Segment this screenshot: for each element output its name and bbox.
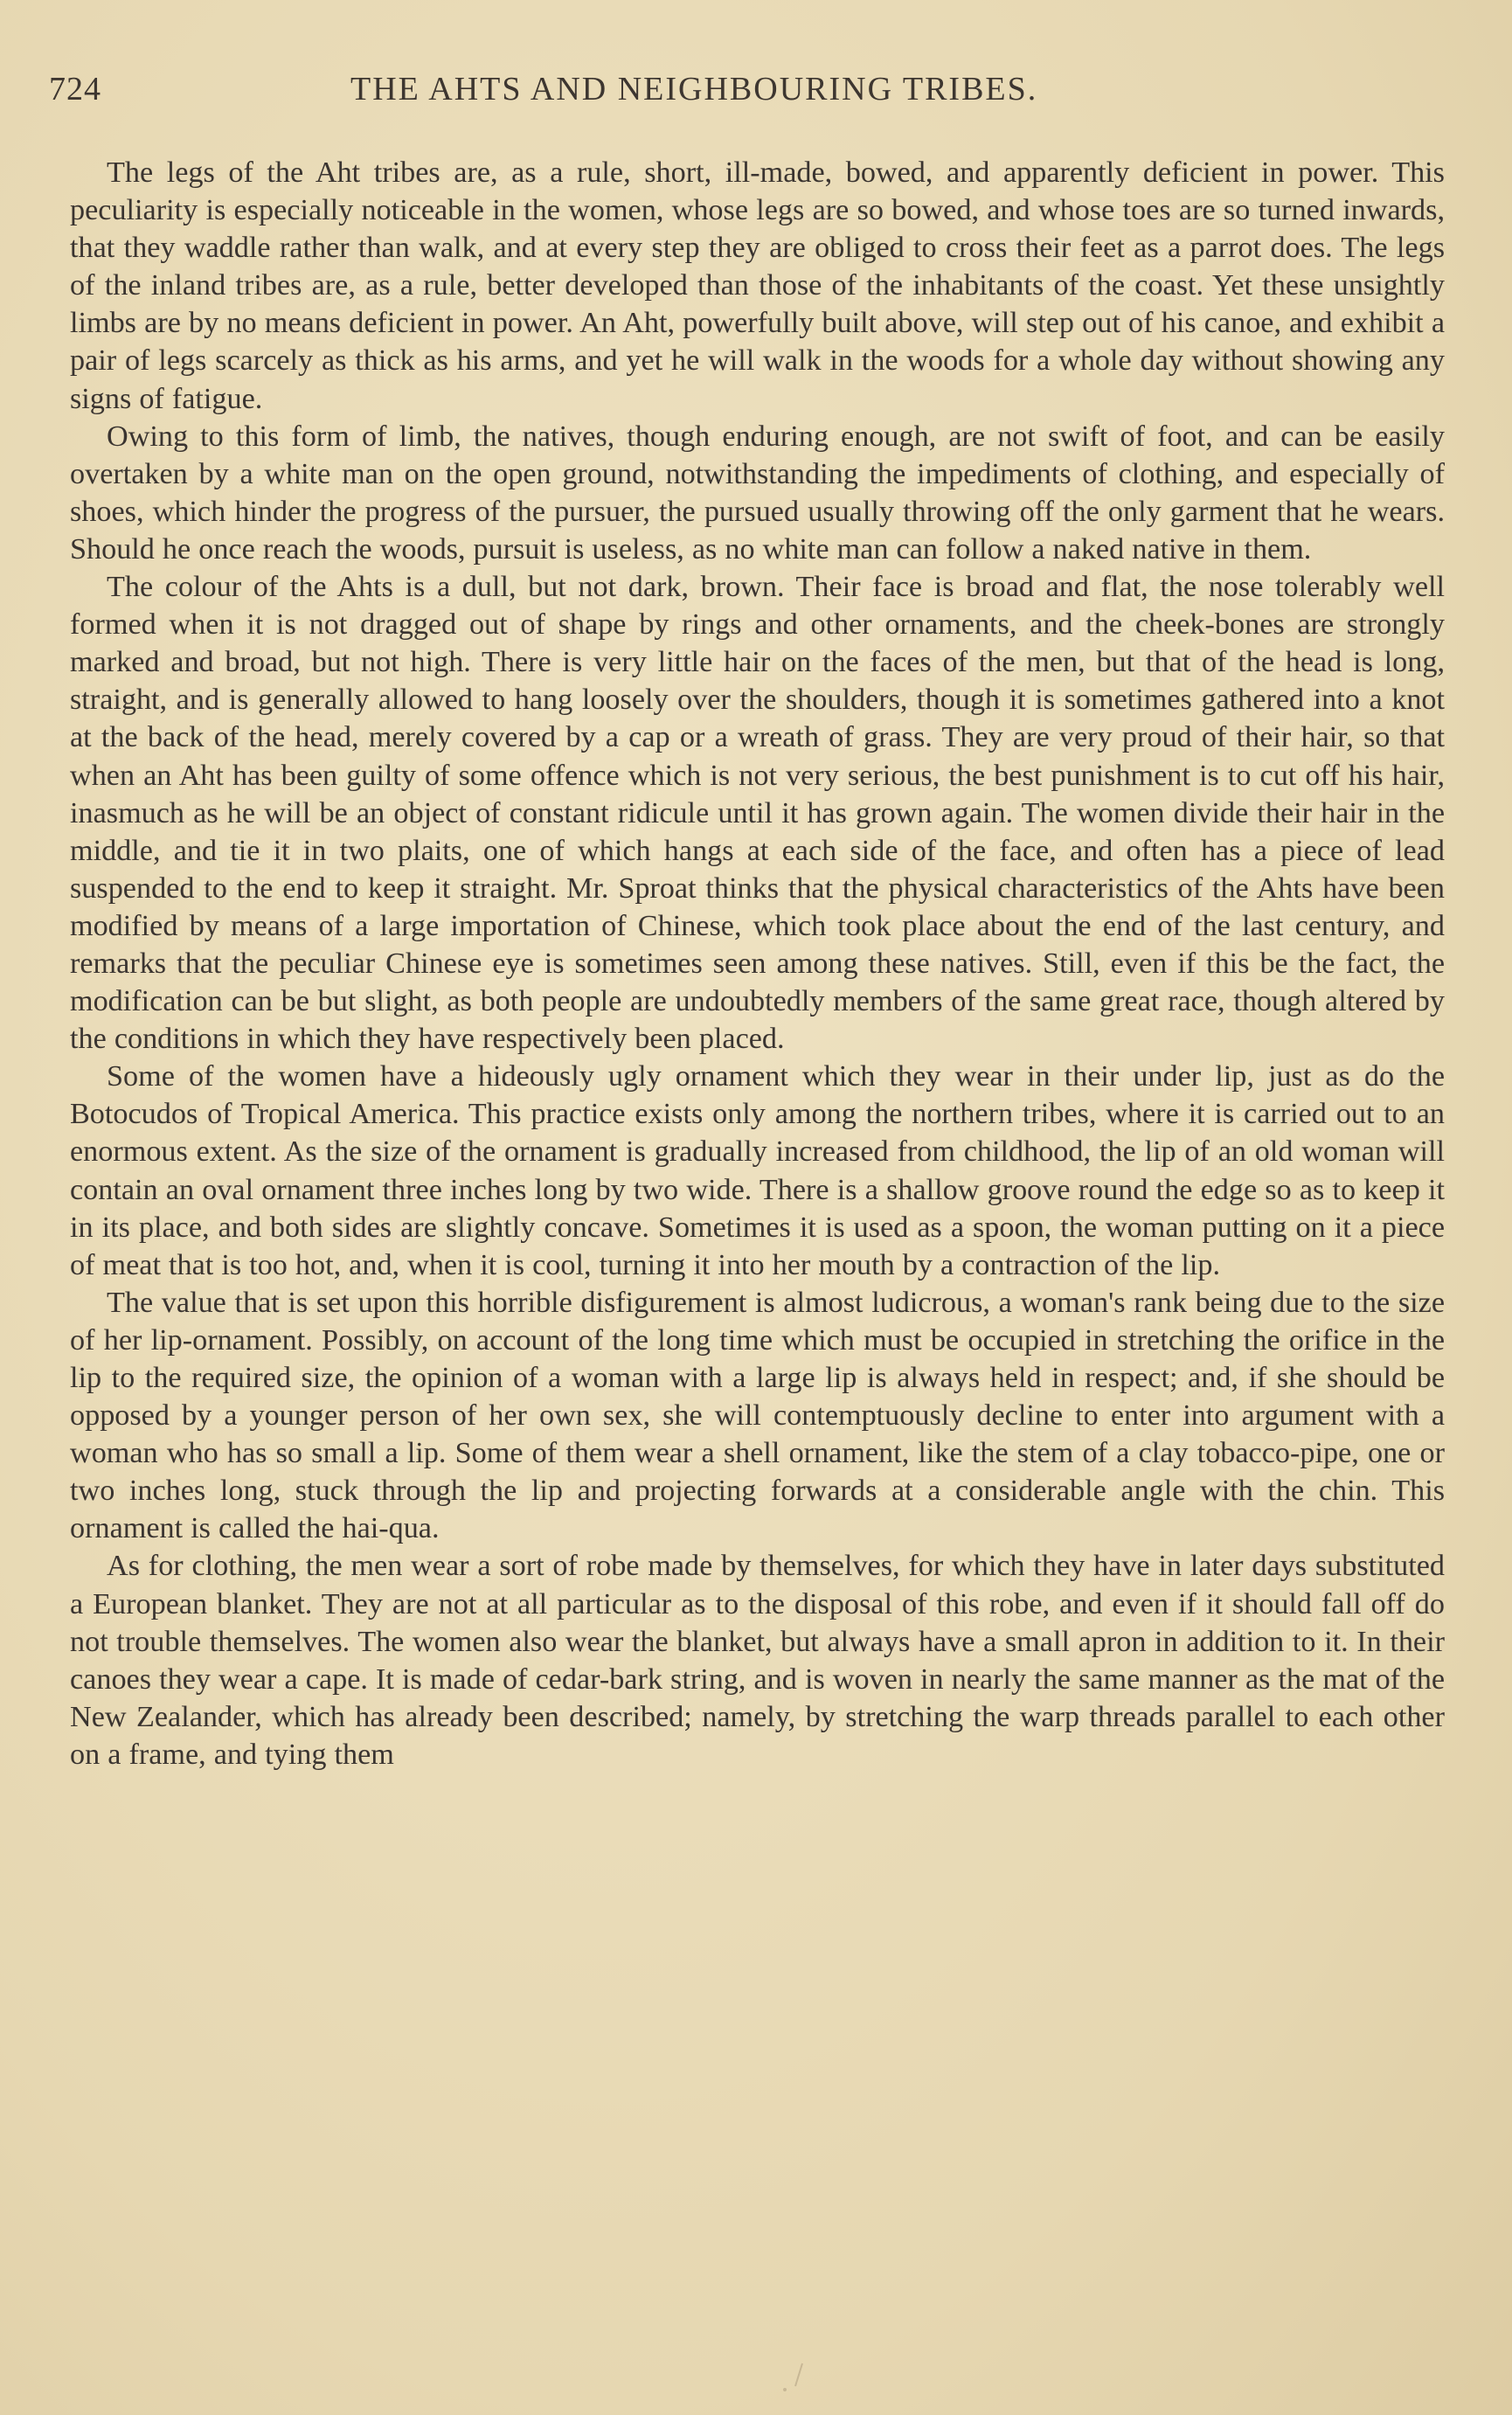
- body-text: [70, 154, 1445, 1773]
- paragraph-colour-and-hair: The colour of the Ahts is a dull, but not dark, brown. Their face is broad and flat, the nose tolerably well formed when it is not dragged out of shape by rings and other ornaments, and the cheek-bones are strongly marked and broad, but not high. There is very little hair on the faces of the men, but that of the head is long, straight, and is generally allowed to hang loosely over the shoulders, though it is sometimes gathered into a knot at the back of the head, merely covered by a cap or a wreath of grass. They are very proud of their hair, so that when an Aht has been guilty of some offence which is not very serious, the best punishment is to cut off his hair, inasmuch as he will be an object of constant ridicule until it has grown again. The women divide their hair in the middle, and tie it in two plaits, one of which hangs at each side of the face, and often has a piece of lead suspended to the end to keep it straight. Mr. Sproat thinks that the physical characteristics of the Ahts have been modified by means of a large importation of Chinese, which took place about the end of the last century, and remarks that the peculiar Chinese eye is sometimes seen among these natives. Still, even if this be the fact, the modification can be but slight, as both people are undoubtedly members of the same great race, though altered by the conditions in which they have respectively been placed.: [70, 571, 1445, 1056]
- page-number: 724: [49, 71, 101, 108]
- running-head: [49, 70, 1141, 122]
- paragraph-legs: The legs of the Aht tribes are, as a rule, short, ill-made, bowed, and apparently deficient in power. This peculiarity is especially noticeable in the women, whose legs are so bowed, and whose toes are so turned inwards, that they waddle rather than walk, and at every step they are obliged to cross their feet as a parrot does. The legs of the inland tribes are, as a rule, better developed than those of the inhabitants of the coast. Yet these unsightly limbs are by no means deficient in power. An Aht, powerfully built above, will step out of his canoe, and exhibit a pair of legs scarcely as thick as his arms, and yet he will walk in the woods for a whole day without showing any signs of fatigue.: [70, 156, 1445, 415]
- running-title: THE AHTS AND NEIGHBOURING TRIBES.: [350, 71, 1038, 108]
- paragraph-clothing: As for clothing, the men wear a sort of robe made by themselves, for which they have in later days substituted a European blanket. They are not at all particular as to the disposal of this robe, and even if it should fall off do not trouble themselves. The women also wear the blanket, but always have a small apron in addition to it. In their canoes they wear a cape. It is made of cedar-bark string, and is woven in nearly the same manner as the mat of the New Zealander, which has already been described; namely, by stretching the warp threads parallel to each other on a frame, and tying them: [70, 1550, 1445, 1771]
- ink-mark: [776, 2360, 811, 2395]
- paragraph-lip-ornament: Some of the women have a hideously ugly ornament which they wear in their under lip, just as do the Botocudos of Tropical America. This practice exists only among the northern tribes, where it is carried out to an enormous extent. As the size of the ornament is gradually increased from childhood, the lip of an old woman will contain an oval ornament three inches long by two wide. There is a shallow groove round the edge so as to keep it in its place, and both sides are slightly concave. Sometimes it is used as a spoon, the woman putting on it a piece of meat that is too hot, and, when it is cool, turning it into her mouth by a contraction of the lip.: [70, 1060, 1445, 1281]
- paragraph-swiftness: Owing to this form of limb, the natives, though enduring enough, are not swift of foot, and can be easily overtaken by a white man on the open ground, notwithstanding the impediments of clothing, and especially of shoes, which hinder the progress of the pursuer, the pursued usually throwing off the only garment that he wears. Should he once reach the woods, pursuit is useless, as no white man can follow a naked native in them.: [70, 420, 1445, 566]
- paragraph-ornament-value: The value that is set upon this horrible disfigurement is almost ludicrous, a woman's rank being due to the size of her lip-ornament. Possibly, on account of the long time which must be occupied in stretching the orifice in the lip to the required size, the opinion of a woman with a large lip is always held in respect; and, if she should be opposed by a younger person of her own sex, she will contemptuously decline to enter into argument with a woman who has so small a lip. Some of them wear a shell ornament, like the stem of a clay tobacco-pipe, one or two inches long, stuck through the lip and projecting forwards at a considerable angle with the chin. This ornament is called the hai-qua.: [70, 1286, 1445, 1545]
